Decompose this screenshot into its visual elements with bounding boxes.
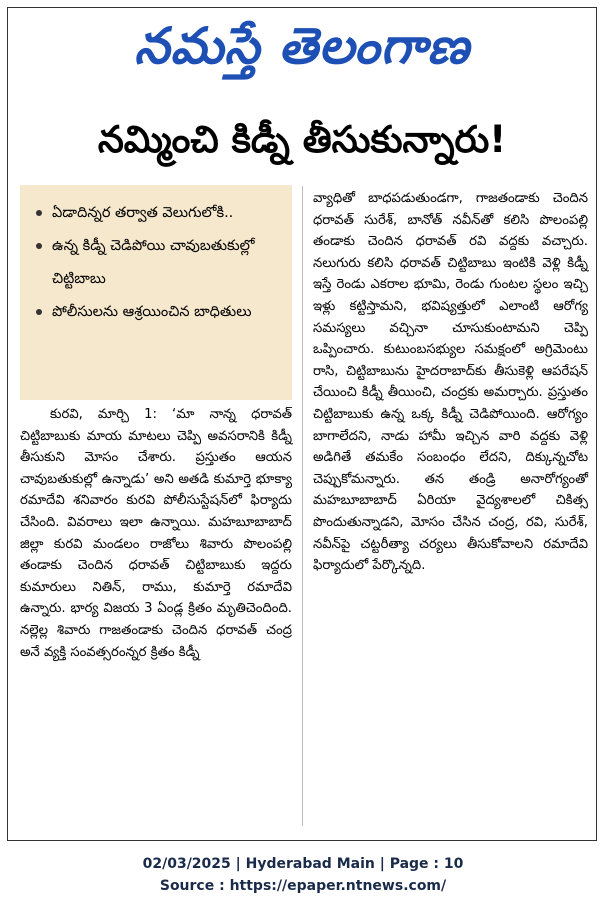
article-body-left-column (20, 404, 292, 663)
article-headline: నమ్మించి కిడ్నీ తీసుకున్నారు! (97, 118, 507, 161)
highlight-item: పోలీసులను ఆశ్రయించిన బాధితులు (34, 296, 282, 329)
article-body-right-column (313, 188, 588, 577)
article-paragraph: కురవి, మార్చి 1: ‘మా నాన్న ధరావత్ చిట్టిబాబుకు మాయ మాటలు చెప్పి అవసరానికి కిడ్నీ తీసుకుని మోసం చేశారు. ప్రస్తుతం ఆయన చావుబతుకుల్లో ఉన్నాడు’ అని అతడి కుమార్తె భూక్యా రమాదేవి శనివారం కురవి పోలీసుస్టేషన్‌లో ఫిర్యాదు చేసింది. వివరాలు ఇలా ఉన్నాయి. మహబూబాబాద్ జిల్లా కురవి మండలం రాజోలు శివారు పొలంపల్లి తండాకు చెందిన ధరావత్ చిట్టిబాబుకు ఇద్దరు కుమారులు నితిన్, రాము, కుమార్తె రమాదేవి ఉన్నారు. భార్య విజయ 3 ఏండ్ల క్రితం మృతిచెందింది. నల్లెల్ల శివారు గాజతండాకు చెందిన ధరావత్ చంద్ర అనే వ్యక్తి సంవత్సరంన్నర క్రితం కిడ్నీ (20, 407, 292, 660)
highlights-box (20, 185, 292, 400)
highlight-item: ఉన్న కిడ్నీ చెడిపోయి చావుబతుకుల్లో చిట్టిబాబు (34, 230, 282, 296)
highlight-item: ఏడాదిన్నర తర్వాత వెలుగులోకి.. (34, 197, 282, 230)
publication-info: 02/03/2025 | Hyderabad Main | Page : 10 (142, 856, 464, 872)
column-divider (302, 186, 303, 826)
article-paragraph: వ్యాధితో బాధపడుతుండగా, గాజతండాకు చెందిన ధరావత్ సురేశ్, బానోత్ నవీన్‌తో కలిసి పొలంపల్లి తండాకు చెందిన ధరావత్ రవి వద్దకు వచ్చారు. నలుగురు కలిసి ధరావత్ చిట్టిబాబు ఇంటికి వెళ్లి కిడ్నీ ఇస్తే రెండు ఎకరాల భూమి, రెండు గుంటల స్థలం ఇచ్చి ఇళ్లు కట్టిస్తామని, భవిష్యత్తులో ఎలాంటి ఆరోగ్య సమస్యలు వచ్చినా చూసుకుంటామని చెప్పి ఒప్పించారు. కుటుంబసభ్యుల సమక్షంలో అగ్రిమెంటు రాసి, చిట్టిబాబును హైదరాబాద్‌కు తీసుకెళ్లి ఆపరేషన్ చేయించి కిడ్నీ తీయించి, చంద్రకు అమర్చారు. ప్రస్తుతం చిట్టిబాబుకు ఉన్న ఒక్క కిడ్నీ చెడిపోయింది. ఆరోగ్యం బాగాలేదని, నాడు హామీ ఇచ్చిన వారి వద్దకు వెళ్లి అడిగితే తమకేం సంబంధం లేదని, దిక్కున్నచోట చెప్పుకోమన్నారు. తన తండ్రి అనారోగ్యంతో మహబూబాబాద్ ఏరియా వైద్యశాలలో చికిత్స పొందుతున్నాడని, మోసం చేసిన చంద్ర, రవి, సురేశ్, నవీన్‌పై చట్టరీత్యా చర్యలు తీసుకోవాలని రమాదేవి ఫిర్యాదులో పేర్కొన్నది. (313, 191, 588, 574)
newspaper-masthead: నమస్తే తెలంగాణ (134, 17, 470, 75)
source-link[interactable]: Source : https://epaper.ntnews.com/ (159, 878, 447, 894)
